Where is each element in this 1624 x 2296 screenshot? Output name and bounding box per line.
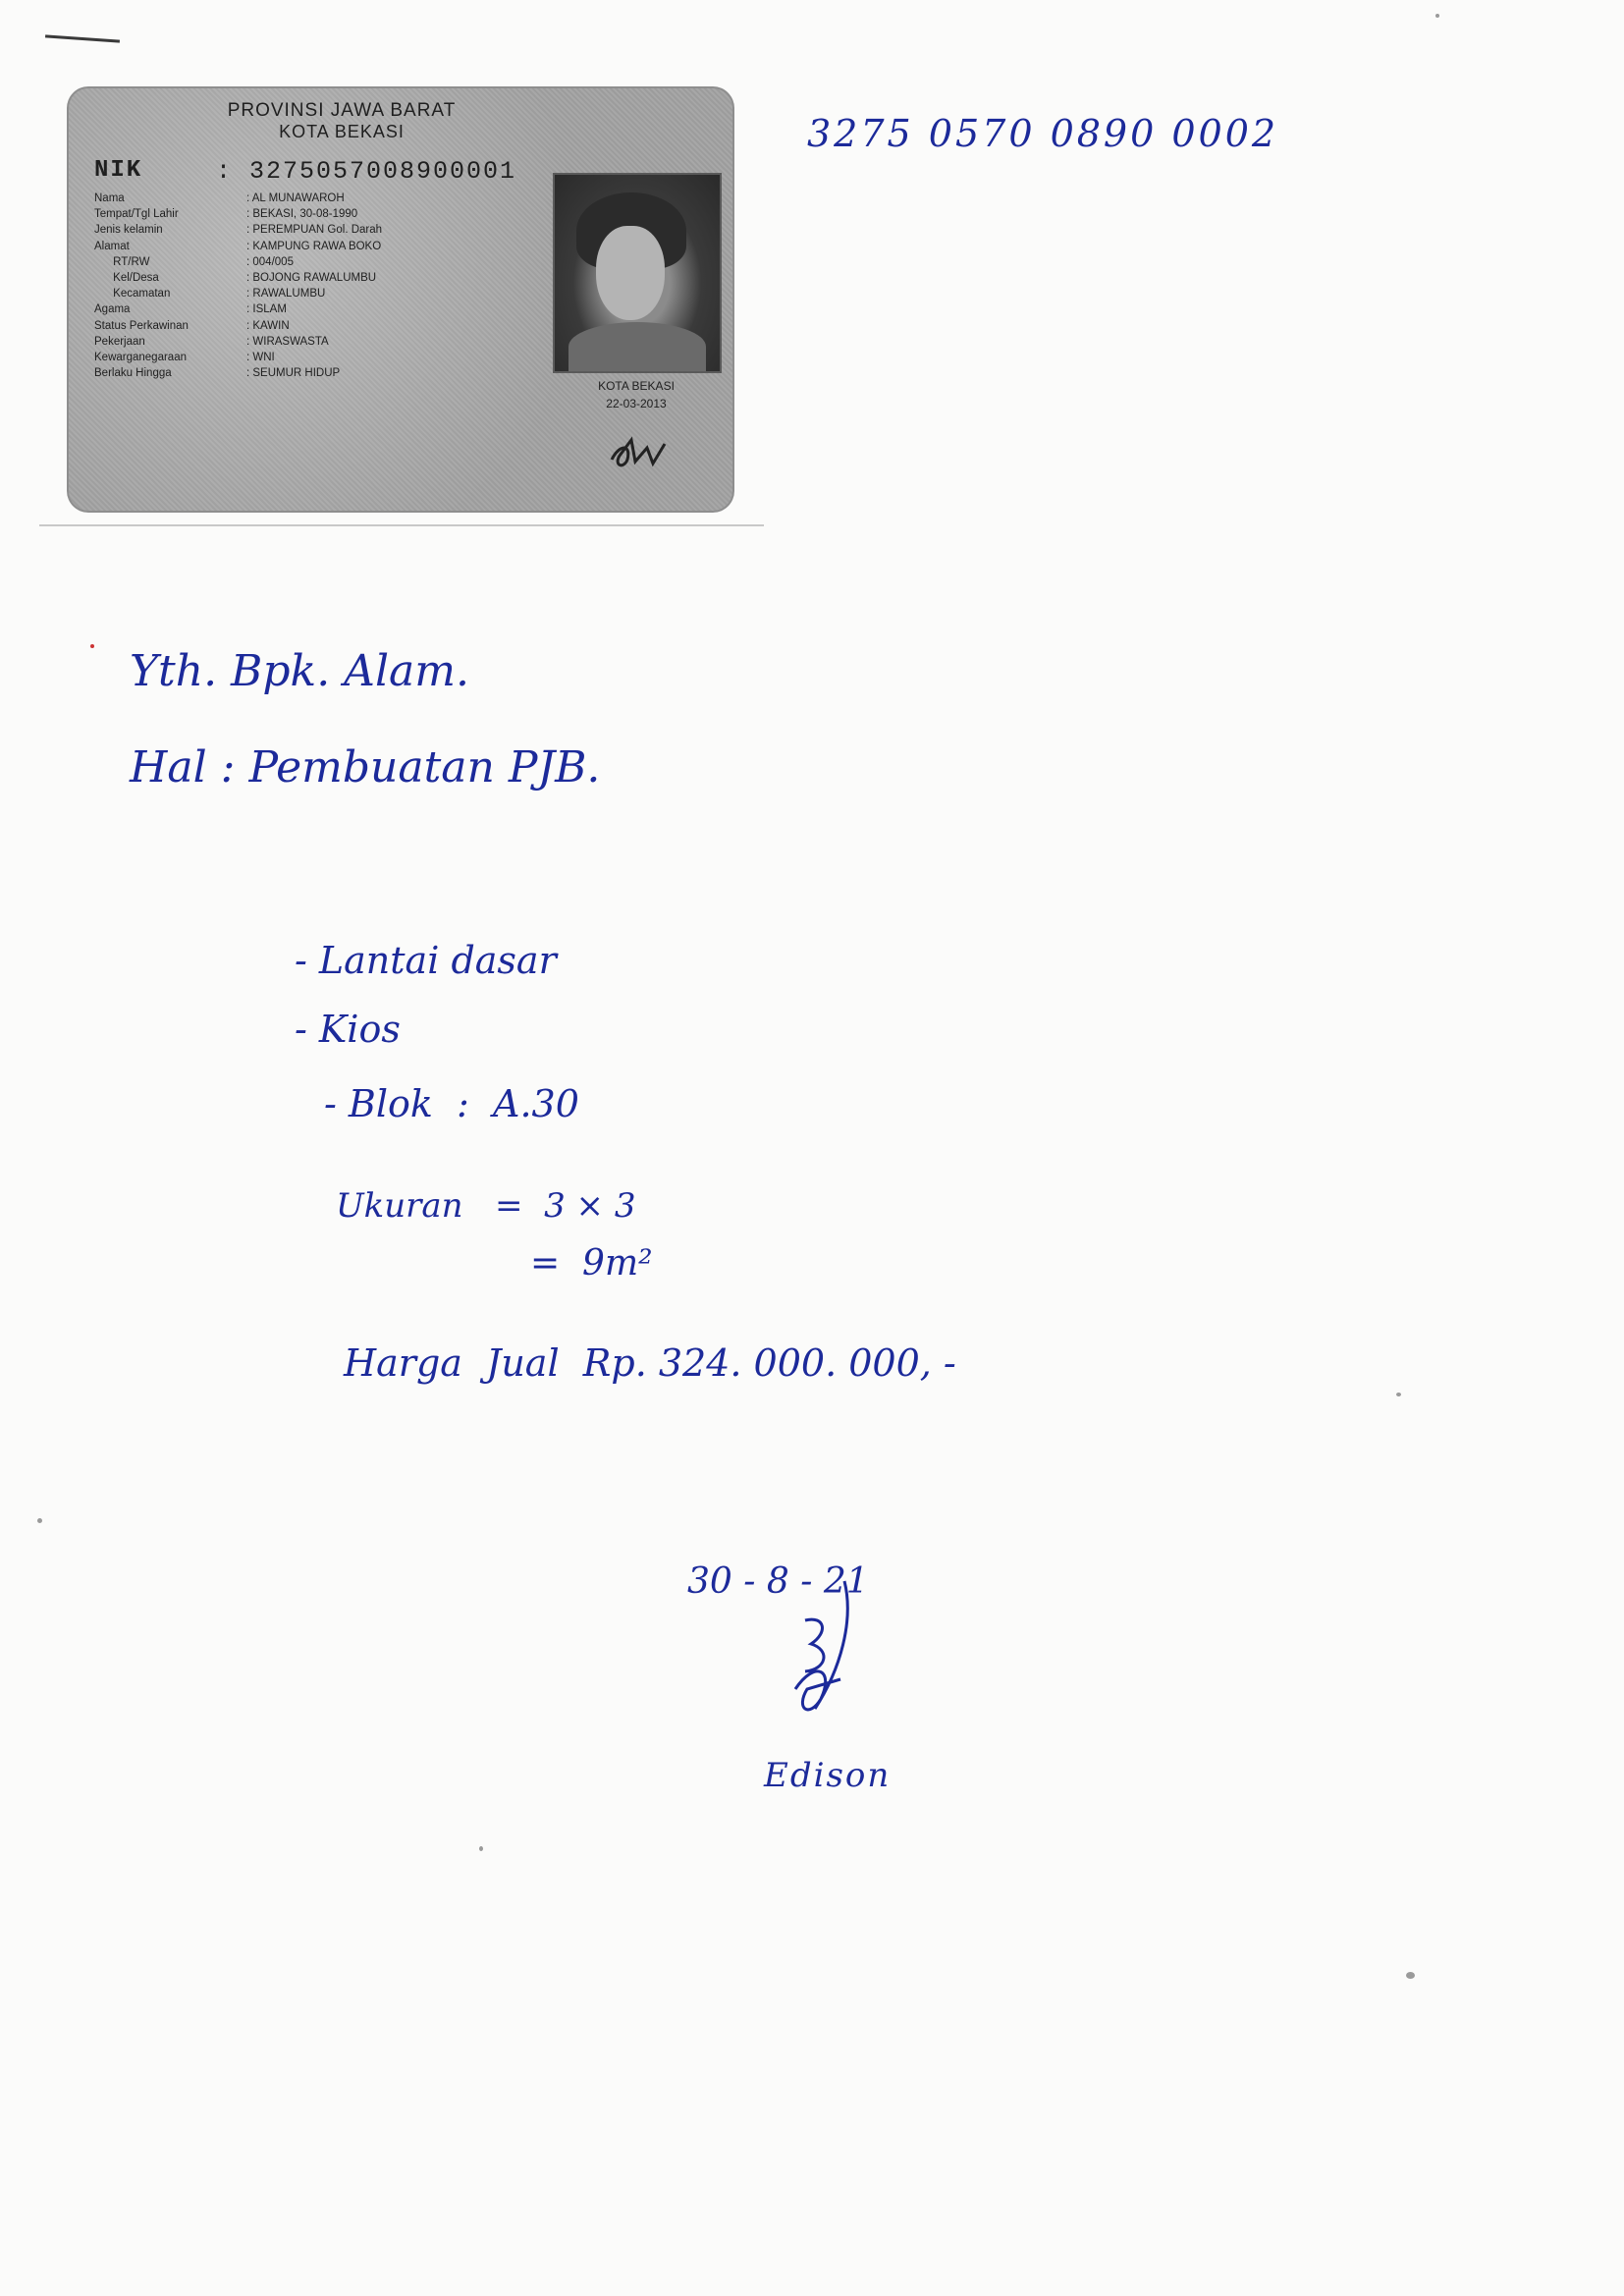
field-label: Tempat/Tgl Lahir bbox=[94, 208, 179, 221]
field-value: : PEREMPUAN Gol. Darah bbox=[246, 224, 383, 237]
field-value: : SEUMUR HIDUP bbox=[246, 367, 341, 380]
field-value: : WIRASWASTA bbox=[246, 335, 329, 348]
card-field-row bbox=[94, 365, 507, 381]
field-label: Kel/Desa bbox=[94, 271, 159, 284]
field-label: Nama bbox=[94, 192, 125, 204]
field-value: : 004/005 bbox=[246, 255, 294, 268]
card-field-row bbox=[94, 350, 507, 365]
card-field-row bbox=[94, 286, 507, 301]
date-line: 30 - 8 - 21 bbox=[687, 1561, 869, 1602]
field-label: Kecamatan bbox=[94, 288, 171, 301]
scan-speck bbox=[90, 644, 94, 648]
card-province: PROVINSI JAWA BARAT bbox=[227, 100, 457, 121]
card-field-row bbox=[94, 239, 507, 254]
item-kiosk: - Kios bbox=[295, 1008, 401, 1051]
field-label: RT/RW bbox=[94, 255, 150, 268]
signer-name: Edison bbox=[764, 1756, 892, 1795]
field-value: : KAWIN bbox=[246, 319, 290, 332]
field-value: : ISLAM bbox=[246, 303, 287, 316]
photo-shoulders bbox=[568, 322, 706, 371]
field-value: : BEKASI, 30-08-1990 bbox=[246, 208, 358, 221]
card-issue-city: KOTA BEKASI bbox=[598, 379, 675, 393]
field-value: : RAWALUMBU bbox=[246, 288, 326, 301]
field-label: Alamat bbox=[94, 240, 130, 252]
scan-speck bbox=[1406, 1972, 1415, 1979]
item-block: - Blok : A.30 bbox=[324, 1082, 579, 1125]
card-issue-date: 22-03-2013 bbox=[606, 397, 667, 410]
card-nik-value: : 3275057008900001 bbox=[216, 157, 517, 186]
field-label: Pekerjaan bbox=[94, 335, 145, 348]
signature-icon bbox=[746, 1561, 884, 1738]
field-label: Jenis kelamin bbox=[94, 224, 163, 237]
id-card-photocopy bbox=[67, 86, 734, 513]
field-label: Berlaku Hingga bbox=[94, 367, 172, 380]
field-label: Status Perkawinan bbox=[94, 319, 189, 332]
photo-face bbox=[596, 226, 665, 320]
card-signature-icon bbox=[602, 430, 680, 473]
subject-line: Hal : Pembuatan PJB. bbox=[130, 742, 601, 793]
field-label: Kewarganegaraan bbox=[94, 351, 187, 363]
recipient-line: Yth. Bpk. Alam. bbox=[130, 646, 469, 696]
price-line: Harga Jual Rp. 324. 000. 000, - bbox=[344, 1341, 956, 1385]
card-field-row bbox=[94, 206, 507, 222]
item-floor: - Lantai dasar bbox=[295, 939, 557, 982]
card-photo bbox=[553, 173, 722, 373]
card-field-row bbox=[94, 270, 507, 286]
field-value: : AL MUNAWAROH bbox=[246, 192, 345, 204]
scan-speck bbox=[1396, 1393, 1401, 1396]
scan-edge-line bbox=[39, 524, 764, 526]
card-field-row bbox=[94, 254, 507, 270]
field-value: : BOJONG RAWALUMBU bbox=[246, 271, 377, 284]
card-field-row bbox=[94, 318, 507, 334]
size-line: Ukuran = 3 × 3 bbox=[336, 1186, 636, 1226]
area-line: = 9m² bbox=[530, 1243, 653, 1284]
field-value: : WNI bbox=[246, 351, 275, 363]
card-nik-label: NIK bbox=[94, 157, 143, 184]
scan-speck bbox=[1435, 14, 1439, 18]
scan-speck bbox=[479, 1846, 483, 1851]
card-field-row bbox=[94, 334, 507, 350]
scan-mark bbox=[45, 34, 120, 42]
card-field-row bbox=[94, 301, 507, 317]
card-field-row bbox=[94, 222, 507, 238]
field-value: : KAMPUNG RAWA BOKO bbox=[246, 240, 382, 252]
handwritten-nik: 3275 0570 0890 0002 bbox=[807, 112, 1279, 155]
field-label: Agama bbox=[94, 303, 131, 316]
scan-speck bbox=[37, 1518, 42, 1523]
card-field-row bbox=[94, 191, 507, 206]
card-fields bbox=[94, 191, 507, 381]
card-city: KOTA BEKASI bbox=[279, 122, 405, 141]
